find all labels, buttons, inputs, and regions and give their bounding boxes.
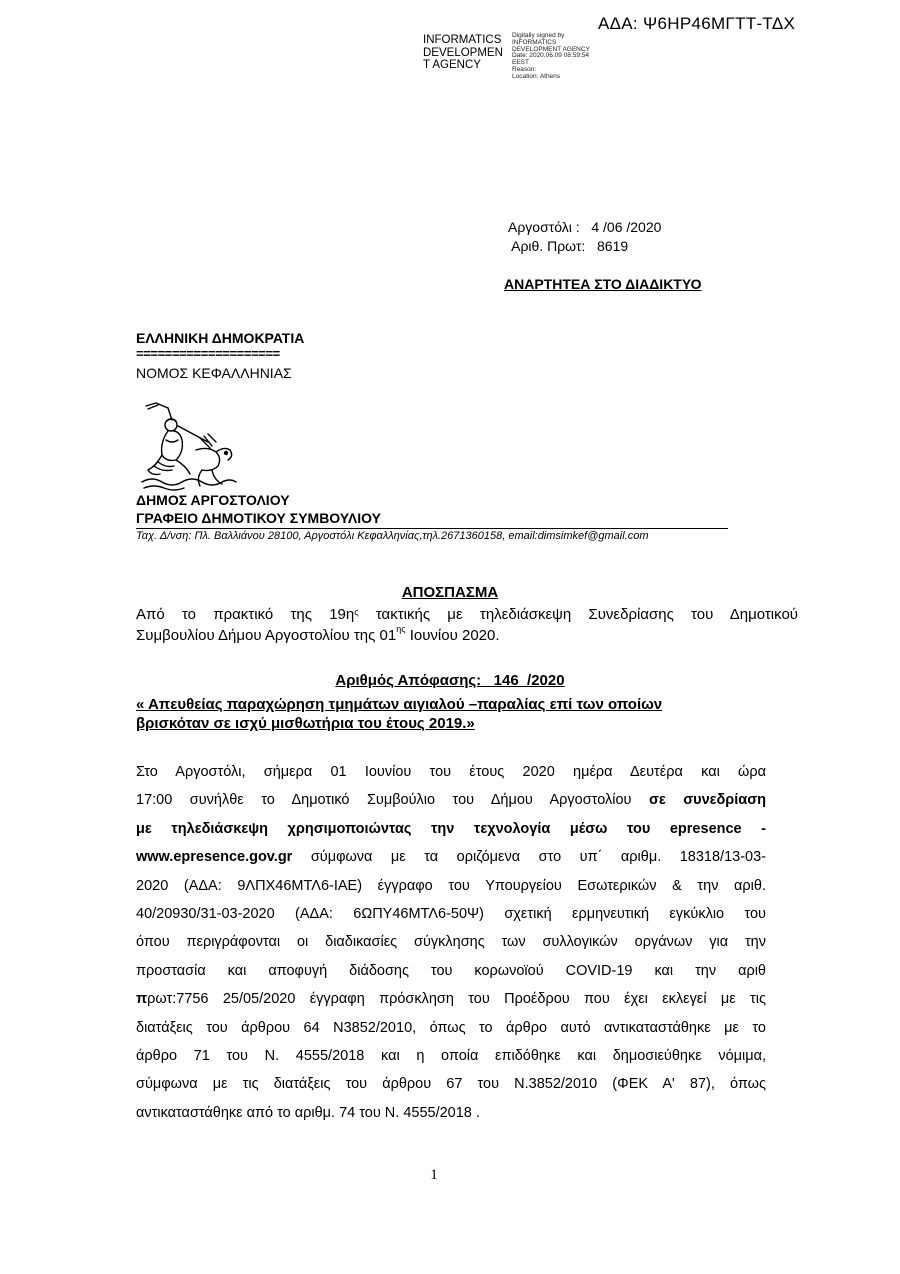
signature-meta-line: Date: 2020.06.09 08:59:54 — [512, 52, 589, 60]
header-divider — [136, 528, 728, 529]
protocol-number: Αριθ. Πρωτ: 8619 — [508, 238, 629, 254]
office-heading: ΓΡΑΦΕΙΟ ΔΗΜΟΤΙΚΟΥ ΣΥΜΒΟΥΛΙΟΥ — [136, 510, 381, 526]
hellenic-republic-heading: ΕΛΛΗΝΙΚΗ ΔΗΜΟΚΡΑΤΙΑ — [136, 330, 305, 346]
body-line: με τηλεδιάσκεψη χρησιμοποιώντας την τεχνολογία μέσω του epresence - — [136, 820, 766, 837]
body-line — [136, 786, 766, 814]
minutes-text: τακτικής με τηλεδιάσκεψη Συνεδρίασης του Δημοτικού — [358, 606, 798, 623]
minutes-text: Από το πρακτικό της 19η — [136, 606, 355, 623]
minutes-text: Ιουνίου 2020. — [405, 627, 500, 644]
ordinal-suffix: ης — [396, 624, 406, 634]
body-text: 17:00 συνήλθε το Δημοτικό Συμβούλιο του Δήμου Αργοστολίου — [136, 792, 649, 809]
epresence-link-text: www.epresence.gov.gr — [136, 849, 293, 866]
body-line: 40/20930/31-03-2020 (ΑΔΑ: 6ΩΠΥ46ΜΤΛ6-50Ψ) σχετική ερμηνευτική εγκύκλιο του — [136, 905, 766, 922]
municipality-emblem-icon — [138, 400, 240, 492]
body-line: προστασία και αποφυγή διάδοσης του κορωνοϊού COVID-19 και την αριθ — [136, 962, 766, 979]
decision-subject — [136, 695, 776, 733]
prefecture-heading: ΝΟΜΟΣ ΚΕΦΑΛΛΗΝΙΑΣ — [136, 365, 292, 381]
office-address: Ταχ. Δ/νση: Πλ. Βαλλιάνου 28100, Αργοστόλι Κεφαλληνίας,τηλ.2671360158, email:dimsimkef@gmail.com — [136, 530, 649, 542]
signature-meta-line: EEST — [512, 59, 529, 67]
date-block — [508, 218, 661, 256]
decision-subject-line: βρισκόταν σε ισχύ μισθωτήρια του έτους 2019.» — [136, 715, 475, 732]
signature-metadata — [512, 33, 612, 81]
minutes-line-2 — [136, 624, 500, 644]
post-online-notice: ΑΝΑΡΤΗΤΕΑ ΣΤΟ ΔΙΑΔΙΚΤΥΟ — [504, 276, 702, 292]
document-date: Αργοστόλι : 4 /06 /2020 — [508, 219, 662, 235]
body-line: 2020 (ΑΔΑ: 9ΛΠΧ46ΜΤΛ6-ΙΑΕ) έγγραφο του Υπουργείου Εσωτερικών & την αριθ. — [136, 877, 766, 894]
signature-meta-line: Reason: — [512, 65, 537, 73]
body-bold-text: σε συνεδρίαση — [648, 792, 766, 809]
minutes-line-1 — [136, 603, 798, 627]
body-line — [136, 843, 766, 871]
signature-meta-line: INFORMATICS — [512, 38, 557, 46]
ada-code: ΑΔΑ: Ψ6ΗΡ46ΜΓΤΤ-ΤΔΧ — [598, 14, 796, 33]
signature-org-line: INFORMATICS — [423, 34, 502, 46]
body-bold-text: π — [136, 991, 148, 1008]
ordinal-suffix: ς — [354, 607, 359, 617]
body-line: αντικαταστάθηκε από το αριθμ. 74 του Ν. 4555/2018 . — [136, 1104, 480, 1121]
body-line: διατάξεις του άρθρου 64 Ν3852/2010, όπως το άρθρο αυτό αντικαταστάθηκε με το — [136, 1019, 766, 1036]
body-text: σύμφωνα με τα οριζόμενα στο υπ΄ αριθμ. 18318/13-03- — [292, 849, 766, 866]
municipality-heading: ΔΗΜΟΣ ΑΡΓΟΣΤΟΛΙΟΥ — [136, 492, 290, 508]
signature-org-line: DEVELOPMEN — [423, 46, 503, 59]
decision-number: Αριθμός Απόφασης: 146 /2020 — [335, 672, 565, 689]
body-line: σύμφωνα με τις διατάξεις του άρθρου 67 του Ν.3852/2010 (ΦΕΚ Α' 87), όπως — [136, 1076, 766, 1093]
page-number: 1 — [430, 1167, 438, 1183]
signature-meta-line: DEVELOPMENT AGENCY — [512, 45, 590, 53]
signature-organization — [423, 34, 511, 72]
body-text: ρωτ:7756 25/05/2020 έγγραφη πρόσκληση του Προέδρου που έχει εκλεγεί με τις — [147, 991, 766, 1008]
body-line — [136, 985, 766, 1013]
header-separator: ==================== — [136, 346, 280, 361]
body-line: όπου περιγράφονται οι διαδικασίες σύγκλησης των συλλογικών οργάνων για την — [136, 934, 766, 951]
minutes-text: Συμβουλίου Δήμου Αργοστολίου της 01 — [136, 627, 397, 644]
body-line: άρθρο 71 του Ν. 4555/2018 και η οποία επιδόθηκε και δημοσιεύθηκε νόμιμα, — [136, 1047, 766, 1064]
decision-subject-line: « Απευθείας παραχώρηση τμημάτων αιγιαλού –παραλίας επί των οποίων — [136, 696, 663, 713]
signature-org-line: T AGENCY — [423, 59, 481, 71]
body-line: Στο Αργοστόλι, σήμερα 01 Ιουνίου του έτους 2020 ημέρα Δευτέρα και ώρα — [136, 764, 766, 780]
signature-meta-line: Location: Athens — [512, 72, 561, 80]
signature-meta-line: Digitally signed by — [512, 32, 565, 39]
body-paragraph — [136, 758, 766, 1127]
extract-title: ΑΠΟΣΠΑΣΜΑ — [401, 584, 499, 601]
